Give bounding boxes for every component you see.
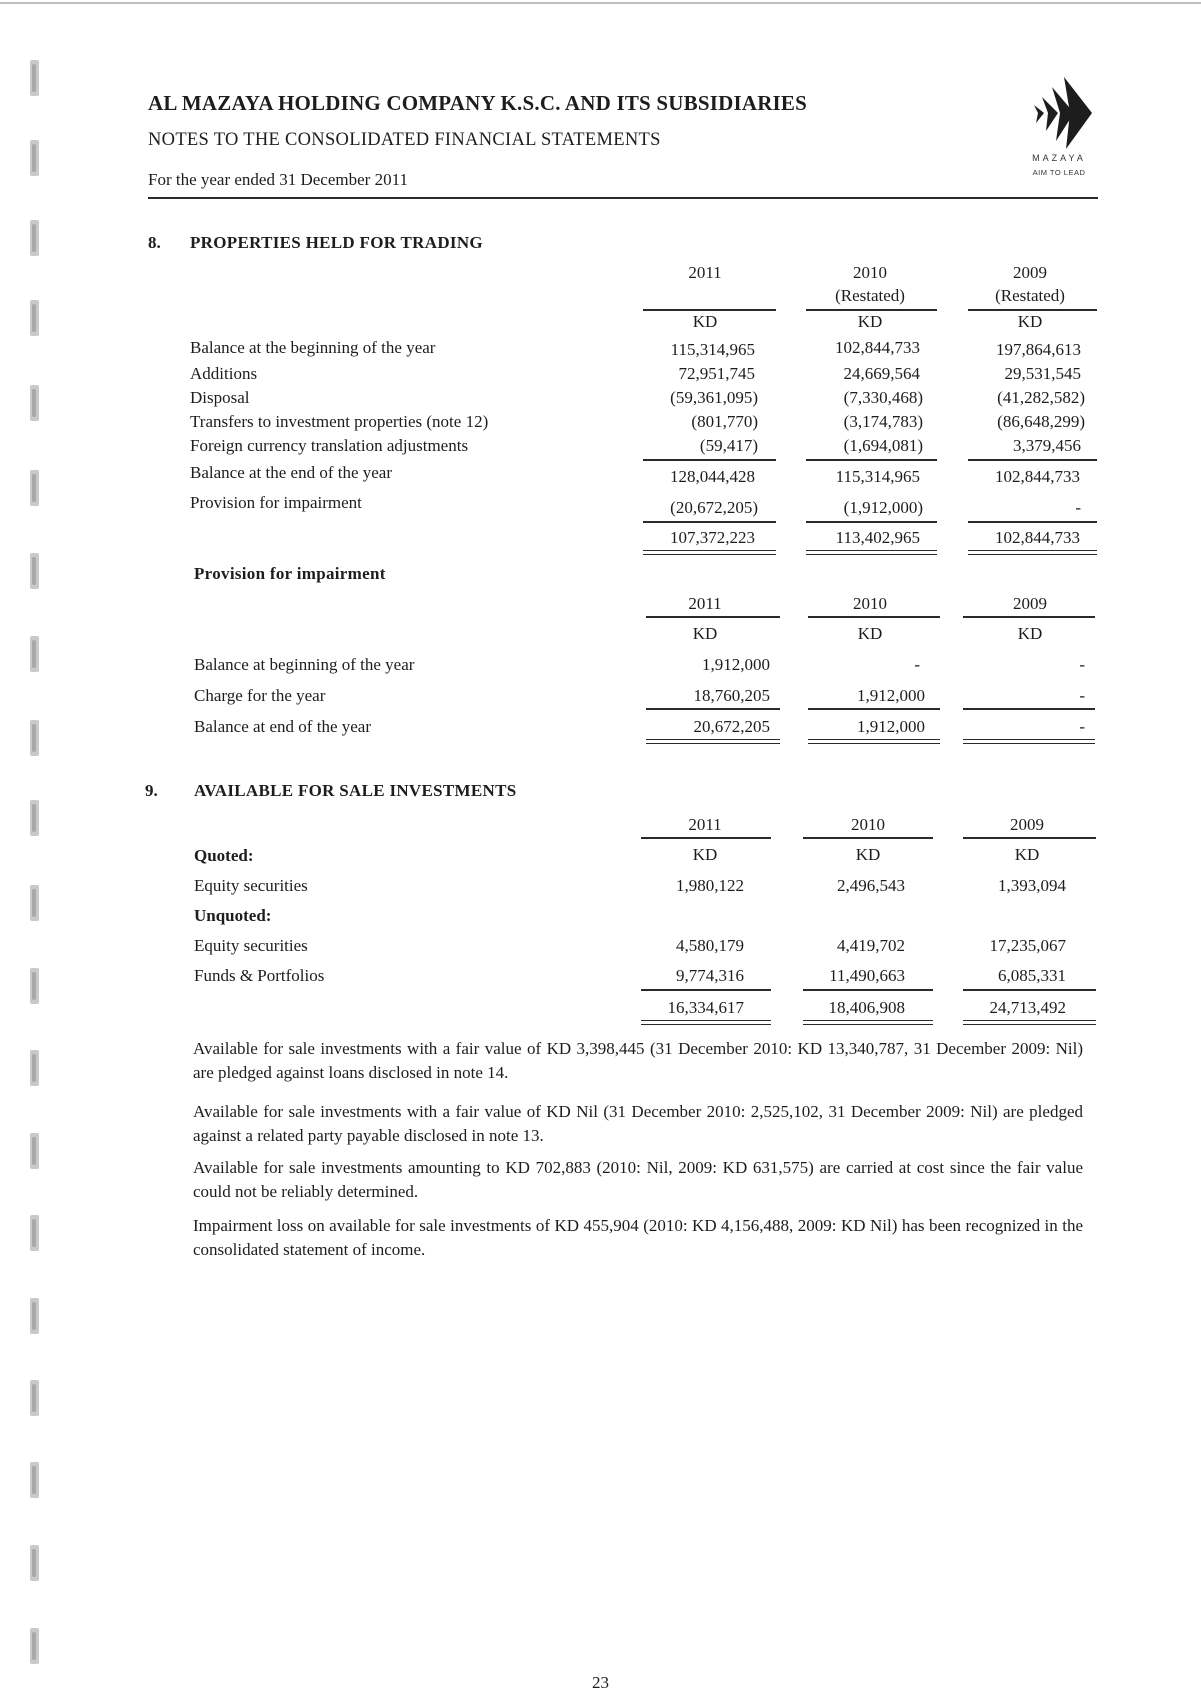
unit-label: KD xyxy=(857,624,883,643)
binding-hole xyxy=(30,720,39,756)
col-2010: 2010 xyxy=(853,263,887,282)
logo-tagline: AIM TO LEAD xyxy=(1032,168,1086,177)
note-paragraph: Impairment loss on available for sale investments of KD 455,904 (2010: KD 4,156,488, 2009: KD Nil) has been recognized in the consolidated statement of income. xyxy=(193,1216,1083,1259)
subtotal-rule xyxy=(643,521,776,523)
row-label: Disposal xyxy=(190,388,250,407)
row-label: Balance at the end of the year xyxy=(190,463,393,482)
section-9-title: AVAILABLE FOR SALE INVESTMENTS xyxy=(194,781,517,800)
col-rule xyxy=(808,616,940,618)
total-value: 24,713,492 xyxy=(989,998,1066,1017)
col-rule xyxy=(963,837,1096,839)
row-label: Additions xyxy=(190,364,258,383)
binding-hole xyxy=(30,636,39,672)
row-label: Balance at end of the year xyxy=(194,717,371,736)
row-value: (41,282,582) xyxy=(997,388,1085,407)
total-double-rule xyxy=(968,550,1097,555)
total-double-rule xyxy=(963,1020,1096,1025)
total-double-rule xyxy=(808,739,940,744)
row-value: 17,235,067 xyxy=(989,936,1066,955)
col-2009: 2009 xyxy=(1013,263,1047,282)
binding-hole xyxy=(30,1545,39,1581)
total-value: 102,844,733 xyxy=(995,528,1080,547)
quoted-label: Quoted: xyxy=(194,846,254,865)
total-double-rule xyxy=(803,1020,933,1025)
binding-hole xyxy=(30,1050,39,1086)
total-value: 107,372,223 xyxy=(670,528,755,547)
row-label: Transfers to investment properties (note 12) xyxy=(190,412,489,431)
col-2009-restated: (Restated) xyxy=(995,286,1065,305)
header-divider xyxy=(148,197,1098,199)
row-value: 29,531,545 xyxy=(1004,364,1081,383)
col-rule xyxy=(963,616,1095,618)
subtotal-rule xyxy=(806,459,937,461)
subtotal-rule xyxy=(643,459,776,461)
binding-hole xyxy=(30,1380,39,1416)
col-2011: 2011 xyxy=(688,815,722,834)
binding-hole xyxy=(30,553,39,589)
row-value: 6,085,331 xyxy=(998,966,1066,985)
row-value: 197,864,613 xyxy=(996,340,1081,359)
provision-title: Provision for impairment xyxy=(194,564,386,583)
binding-hole xyxy=(30,800,39,836)
unit-label: KD xyxy=(692,845,718,864)
binding-hole xyxy=(30,470,39,506)
binding-hole xyxy=(30,1462,39,1498)
row-value: 1,393,094 xyxy=(998,876,1066,895)
binding-hole xyxy=(30,1298,39,1334)
section-9-number: 9. xyxy=(145,781,158,800)
unquoted-label: Unquoted: xyxy=(194,906,272,925)
col-2009: 2009 xyxy=(1013,594,1047,613)
row-label: Charge for the year xyxy=(194,686,326,705)
total-value: 113,402,965 xyxy=(835,528,920,547)
row-value: 4,580,179 xyxy=(676,936,744,955)
row-value: (1,694,081) xyxy=(843,436,923,455)
col-2011: 2011 xyxy=(688,594,722,613)
col-rule xyxy=(646,616,780,618)
row-label: Balance at beginning of the year xyxy=(194,655,415,674)
row-value: - xyxy=(914,655,920,674)
col-rule xyxy=(641,837,771,839)
note-paragraph: Available for sale investments with a fair value of KD Nil (31 December 2010: 2,525,102, 31 December 2009: Nil) are pledged against a related party payable disclosed in note 13. xyxy=(193,1102,1083,1145)
col-rule xyxy=(643,309,776,311)
row-value: 18,760,205 xyxy=(693,686,770,705)
row-value: 72,951,745 xyxy=(678,364,755,383)
row-label: Provision for impairment xyxy=(190,493,362,512)
subtotal-rule xyxy=(968,521,1097,523)
subtotal-rule xyxy=(808,708,940,710)
row-value: - xyxy=(1075,498,1081,517)
logo-wordmark: MAZAYA xyxy=(1032,153,1086,163)
row-value: 2,496,543 xyxy=(837,876,905,895)
unit-label: KD xyxy=(855,845,881,864)
section-8-title: PROPERTIES HELD FOR TRADING xyxy=(190,233,483,252)
page-number: 23 xyxy=(592,1673,609,1692)
binding-hole xyxy=(30,385,39,421)
row-value: 24,669,564 xyxy=(843,364,920,383)
row-value: 115,314,965 xyxy=(670,340,755,359)
row-value: 20,672,205 xyxy=(693,717,770,736)
row-value: (1,912,000) xyxy=(843,498,923,517)
document-subtitle: NOTES TO THE CONSOLIDATED FINANCIAL STATEMENTS xyxy=(148,130,661,150)
col-rule xyxy=(968,309,1097,311)
binding-hole xyxy=(30,1133,39,1169)
scan-top-edge xyxy=(0,2,1201,4)
binding-hole xyxy=(30,60,39,96)
row-value: 1,912,000 xyxy=(702,655,770,674)
unit-label: KD xyxy=(692,624,718,643)
row-value: (3,174,783) xyxy=(843,412,923,431)
unit-label: KD xyxy=(857,312,883,331)
subtotal-rule xyxy=(963,708,1095,710)
total-double-rule xyxy=(643,550,776,555)
unit-label: KD xyxy=(692,312,718,331)
col-2010: 2010 xyxy=(853,594,887,613)
subtotal-rule xyxy=(963,989,1096,991)
row-value: (20,672,205) xyxy=(670,498,758,517)
col-2009: 2009 xyxy=(1010,815,1044,834)
row-value: 4,419,702 xyxy=(837,936,905,955)
row-value: (86,648,299) xyxy=(997,412,1085,431)
total-double-rule xyxy=(641,1020,771,1025)
subtotal-rule xyxy=(806,521,937,523)
row-value: 102,844,733 xyxy=(835,338,920,357)
unit-label: KD xyxy=(1014,845,1040,864)
total-double-rule xyxy=(806,550,937,555)
binding-hole xyxy=(30,885,39,921)
col-2011: 2011 xyxy=(688,263,722,282)
total-double-rule xyxy=(646,739,780,744)
unit-label: KD xyxy=(1017,624,1043,643)
row-value: (59,361,095) xyxy=(670,388,758,407)
subtotal-rule xyxy=(646,708,780,710)
row-value: (7,330,468) xyxy=(843,388,923,407)
note-paragraph: Available for sale investments amounting to KD 702,883 (2010: Nil, 2009: KD 631,575) are carried at cost since the fair value could not be reliably determined. xyxy=(193,1158,1083,1201)
subtotal-rule xyxy=(968,459,1097,461)
row-value: 115,314,965 xyxy=(835,467,920,486)
row-value: 1,912,000 xyxy=(857,686,925,705)
subtotal-rule xyxy=(803,989,933,991)
row-value: 128,044,428 xyxy=(670,467,755,486)
row-value: 3,379,456 xyxy=(1013,436,1081,455)
note-paragraph: Available for sale investments with a fair value of KD 3,398,445 (31 December 2010: KD 13,340,787, 31 December 2009: Nil) are pledged against loans disclosed in note 14. xyxy=(193,1039,1083,1082)
binding-hole xyxy=(30,1215,39,1251)
row-value: 9,774,316 xyxy=(676,966,744,985)
row-value: - xyxy=(1079,717,1085,736)
row-value: (59,417) xyxy=(699,436,758,455)
row-value: 1,912,000 xyxy=(857,717,925,736)
row-label: Equity securities xyxy=(194,876,308,895)
row-label: Balance at the beginning of the year xyxy=(190,338,436,357)
col-2010-restated: (Restated) xyxy=(835,286,905,305)
binding-hole xyxy=(30,140,39,176)
row-value: 102,844,733 xyxy=(995,467,1080,486)
row-label: Foreign currency translation adjustments xyxy=(190,436,469,455)
reporting-period: For the year ended 31 December 2011 xyxy=(148,170,408,189)
col-2010: 2010 xyxy=(851,815,885,834)
row-value: - xyxy=(1079,686,1085,705)
binding-hole xyxy=(30,1628,39,1664)
row-value: - xyxy=(1079,655,1085,674)
unit-label: KD xyxy=(1017,312,1043,331)
row-value: 1,980,122 xyxy=(676,876,744,895)
col-rule xyxy=(803,837,933,839)
binding-hole xyxy=(30,300,39,336)
section-8-number: 8. xyxy=(148,233,161,252)
total-value: 16,334,617 xyxy=(667,998,744,1017)
row-label: Funds & Portfolios xyxy=(194,966,325,985)
binding-hole xyxy=(30,220,39,256)
total-value: 18,406,908 xyxy=(828,998,905,1017)
company-name: AL MAZAYA HOLDING COMPANY K.S.C. AND ITS SUBSIDIARIES xyxy=(148,91,808,115)
subtotal-rule xyxy=(641,989,771,991)
total-double-rule xyxy=(963,739,1095,744)
row-value: 11,490,663 xyxy=(829,966,905,985)
binding-hole xyxy=(30,968,39,1004)
row-value: (801,770) xyxy=(691,412,758,431)
row-label: Equity securities xyxy=(194,936,308,955)
col-rule xyxy=(806,309,937,311)
